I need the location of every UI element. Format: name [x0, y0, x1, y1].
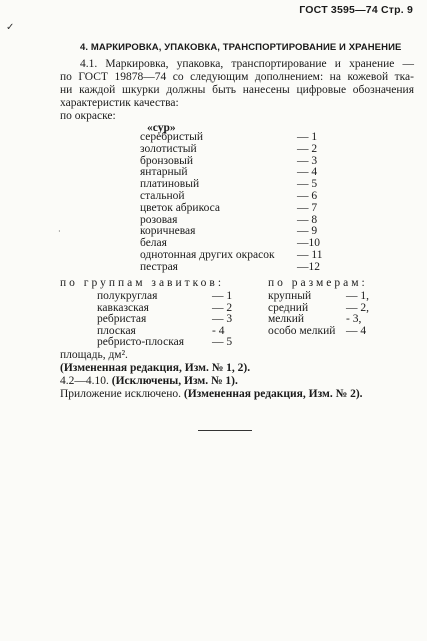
- color-row-name: янтарный: [140, 166, 188, 179]
- size-row-code: — 4: [346, 324, 367, 337]
- excluded-prefix: 4.2—4.10.: [60, 375, 112, 387]
- size-row-name: средний: [268, 301, 309, 314]
- para-line-2: по ГОСТ 19878—74 со следующим дополнением: на кожевой тка-: [60, 71, 414, 83]
- size-row-code: — 1,: [346, 290, 369, 302]
- group-row-name: полукруглая: [97, 290, 158, 302]
- size-row-name: особо мелкий: [268, 324, 336, 337]
- color-row-name: серебристый: [140, 131, 203, 143]
- color-row-name: однотонная других окрасок: [140, 249, 275, 261]
- color-row-code: — 4: [297, 166, 318, 179]
- edition-note-1: (Измененная редакция, Изм. № 1, 2).: [60, 362, 251, 374]
- group-row-code: — 5: [212, 336, 233, 348]
- appendix-plain: Приложение исключено.: [60, 388, 184, 400]
- color-row-name: платиновый: [140, 178, 200, 191]
- end-divider: [198, 430, 252, 431]
- color-row-code: — 8: [297, 213, 318, 226]
- group-row-code: — 2: [212, 301, 233, 314]
- excluded-note: [60, 375, 238, 387]
- color-row-code: —12: [297, 260, 320, 273]
- color-row-code: — 11: [297, 249, 323, 261]
- group-row-name: ребристо-плоская: [97, 336, 185, 348]
- group-row-name: ребристая: [97, 313, 147, 325]
- color-row-name: золотистый: [140, 142, 197, 155]
- para-line-4: характеристик качества:: [60, 97, 179, 109]
- size-row-name: крупный: [268, 290, 312, 302]
- group-row-name: плоская: [97, 324, 136, 337]
- appendix-note: [60, 388, 363, 400]
- color-row-code: — 1: [297, 131, 318, 143]
- size-row-code: — 2,: [346, 301, 369, 314]
- color-row-code: — 5: [297, 178, 318, 191]
- para-line-3: ни каждой шкурки должны быть нанесены цифровые обозначения: [60, 84, 414, 96]
- color-row-name: коричневая: [140, 225, 196, 238]
- para-line-1: 4.1. Маркировка, упаковка, транспортирование и хранение —: [80, 58, 414, 70]
- color-row-code: — 9: [297, 225, 318, 238]
- groups-header: по группам завитков:: [60, 277, 225, 289]
- scan-mark: ✓: [6, 22, 15, 33]
- color-row-name: бронзовый: [140, 154, 194, 167]
- color-row-name: стальной: [140, 190, 185, 202]
- group-row-code: — 3: [212, 313, 233, 325]
- size-row-name: мелкий: [268, 313, 305, 325]
- color-row-name: розовая: [140, 213, 178, 226]
- scan-speck: ·: [58, 227, 61, 236]
- paragraph-4-1: [60, 58, 414, 110]
- color-row-code: — 6: [297, 190, 318, 202]
- color-row-code: —10: [297, 237, 320, 250]
- color-row-code: — 3: [297, 154, 318, 167]
- appendix-bold: (Измененная редакция, Изм. № 2).: [183, 388, 363, 400]
- excluded-bold: (Исключены, Изм. № 1).: [111, 375, 238, 387]
- color-row-name: белая: [140, 237, 167, 250]
- color-section-label: по окраске:: [60, 110, 116, 122]
- area-note: площадь, дм².: [60, 349, 128, 361]
- color-table-header: «сур»: [147, 122, 176, 134]
- group-row-code: — 1: [212, 290, 233, 302]
- section-title: 4. МАРКИРОВКА, УПАКОВКА, ТРАНСПОРТИРОВАНИЕ И ХРАНЕНИЕ: [80, 42, 402, 53]
- page-header: ГОСТ 3595—74 Стр. 9: [299, 4, 413, 16]
- color-row-code: — 2: [297, 142, 318, 155]
- color-row-name: цветок абрикоса: [140, 201, 220, 214]
- color-row-code: — 7: [297, 201, 318, 214]
- size-row-code: - 3,: [346, 313, 362, 325]
- sizes-header: по размерам:: [268, 277, 368, 289]
- group-row-name: кавказская: [97, 301, 149, 314]
- group-row-code: - 4: [212, 324, 225, 337]
- color-row-name: пестрая: [140, 260, 178, 273]
